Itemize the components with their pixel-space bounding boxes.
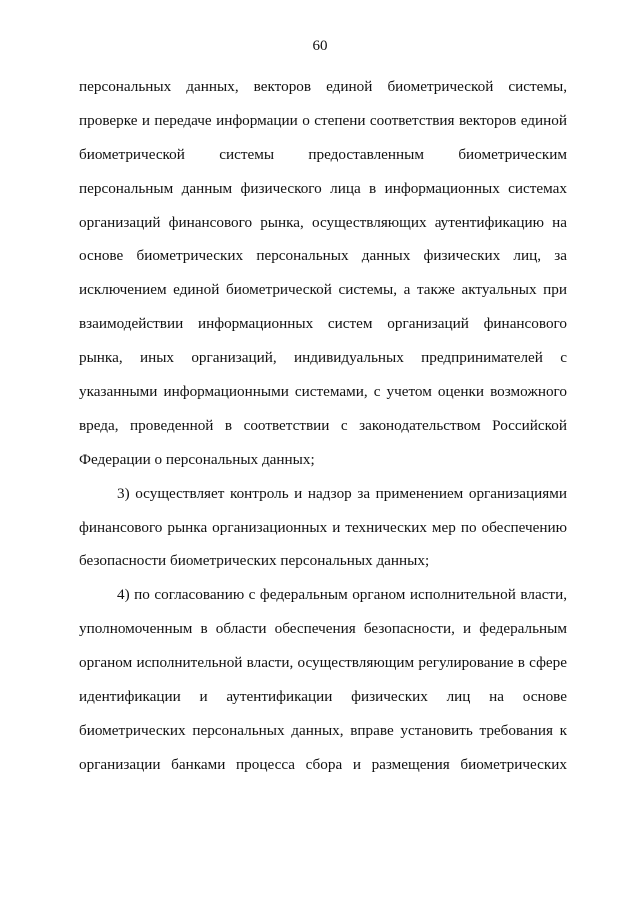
text-line: организаций финансового рынка, осуществляющих аутентификацию на — [79, 213, 567, 231]
text-line: уполномоченным в области обеспечения безопасности, и федеральным — [79, 620, 567, 638]
text-line: проверке и передаче информации о степени соответствия векторов единой — [79, 111, 567, 129]
text-line: персональных данных, векторов единой биометрической системы, — [79, 78, 567, 95]
text-line: финансового рынка организационных и технических мер по обеспечению — [79, 518, 567, 536]
text-line: вреда, проведенной в соответствии с законодательством Российской — [79, 416, 567, 434]
text-line: биометрической системы предоставленным биометрическим — [79, 145, 567, 163]
text-line: 4) по согласованию с федеральным органом исполнительной власти, — [117, 586, 567, 604]
text-line: рынка, иных организаций, индивидуальных предпринимателей с — [79, 349, 567, 367]
text-line: органом исполнительной власти, осуществляющим регулирование в сфере — [79, 654, 567, 672]
text-line: взаимодействии информационных систем организаций финансового — [79, 315, 567, 333]
text-line: исключением единой биометрической системы, а также актуальных при — [79, 281, 567, 299]
text-line: Федерации о персональных данных; — [79, 450, 315, 468]
page-number: 60 — [312, 38, 328, 54]
paragraph-item-4 — [79, 578, 567, 781]
text-line: биометрических персональных данных, вправе установить требования к — [79, 721, 567, 739]
text-line: указанными информационными системами, с учетом оценки возможного — [79, 383, 567, 401]
text-line: идентификации и аутентификации физических лиц на основе — [79, 688, 567, 706]
text-line: организации банками процесса сбора и размещения биометрических — [79, 755, 567, 773]
text-line: основе биометрических персональных данных физических лиц, за — [79, 247, 567, 265]
text-line: 3) осуществляет контроль и надзор за применением организациями — [117, 484, 567, 502]
paragraph-item-3 — [79, 477, 567, 579]
paragraph-continuation — [79, 70, 567, 477]
document-body — [79, 70, 567, 782]
text-line: безопасности биометрических персональных данных; — [79, 552, 430, 570]
text-line: персональным данным физического лица в информационных системах — [79, 179, 567, 197]
